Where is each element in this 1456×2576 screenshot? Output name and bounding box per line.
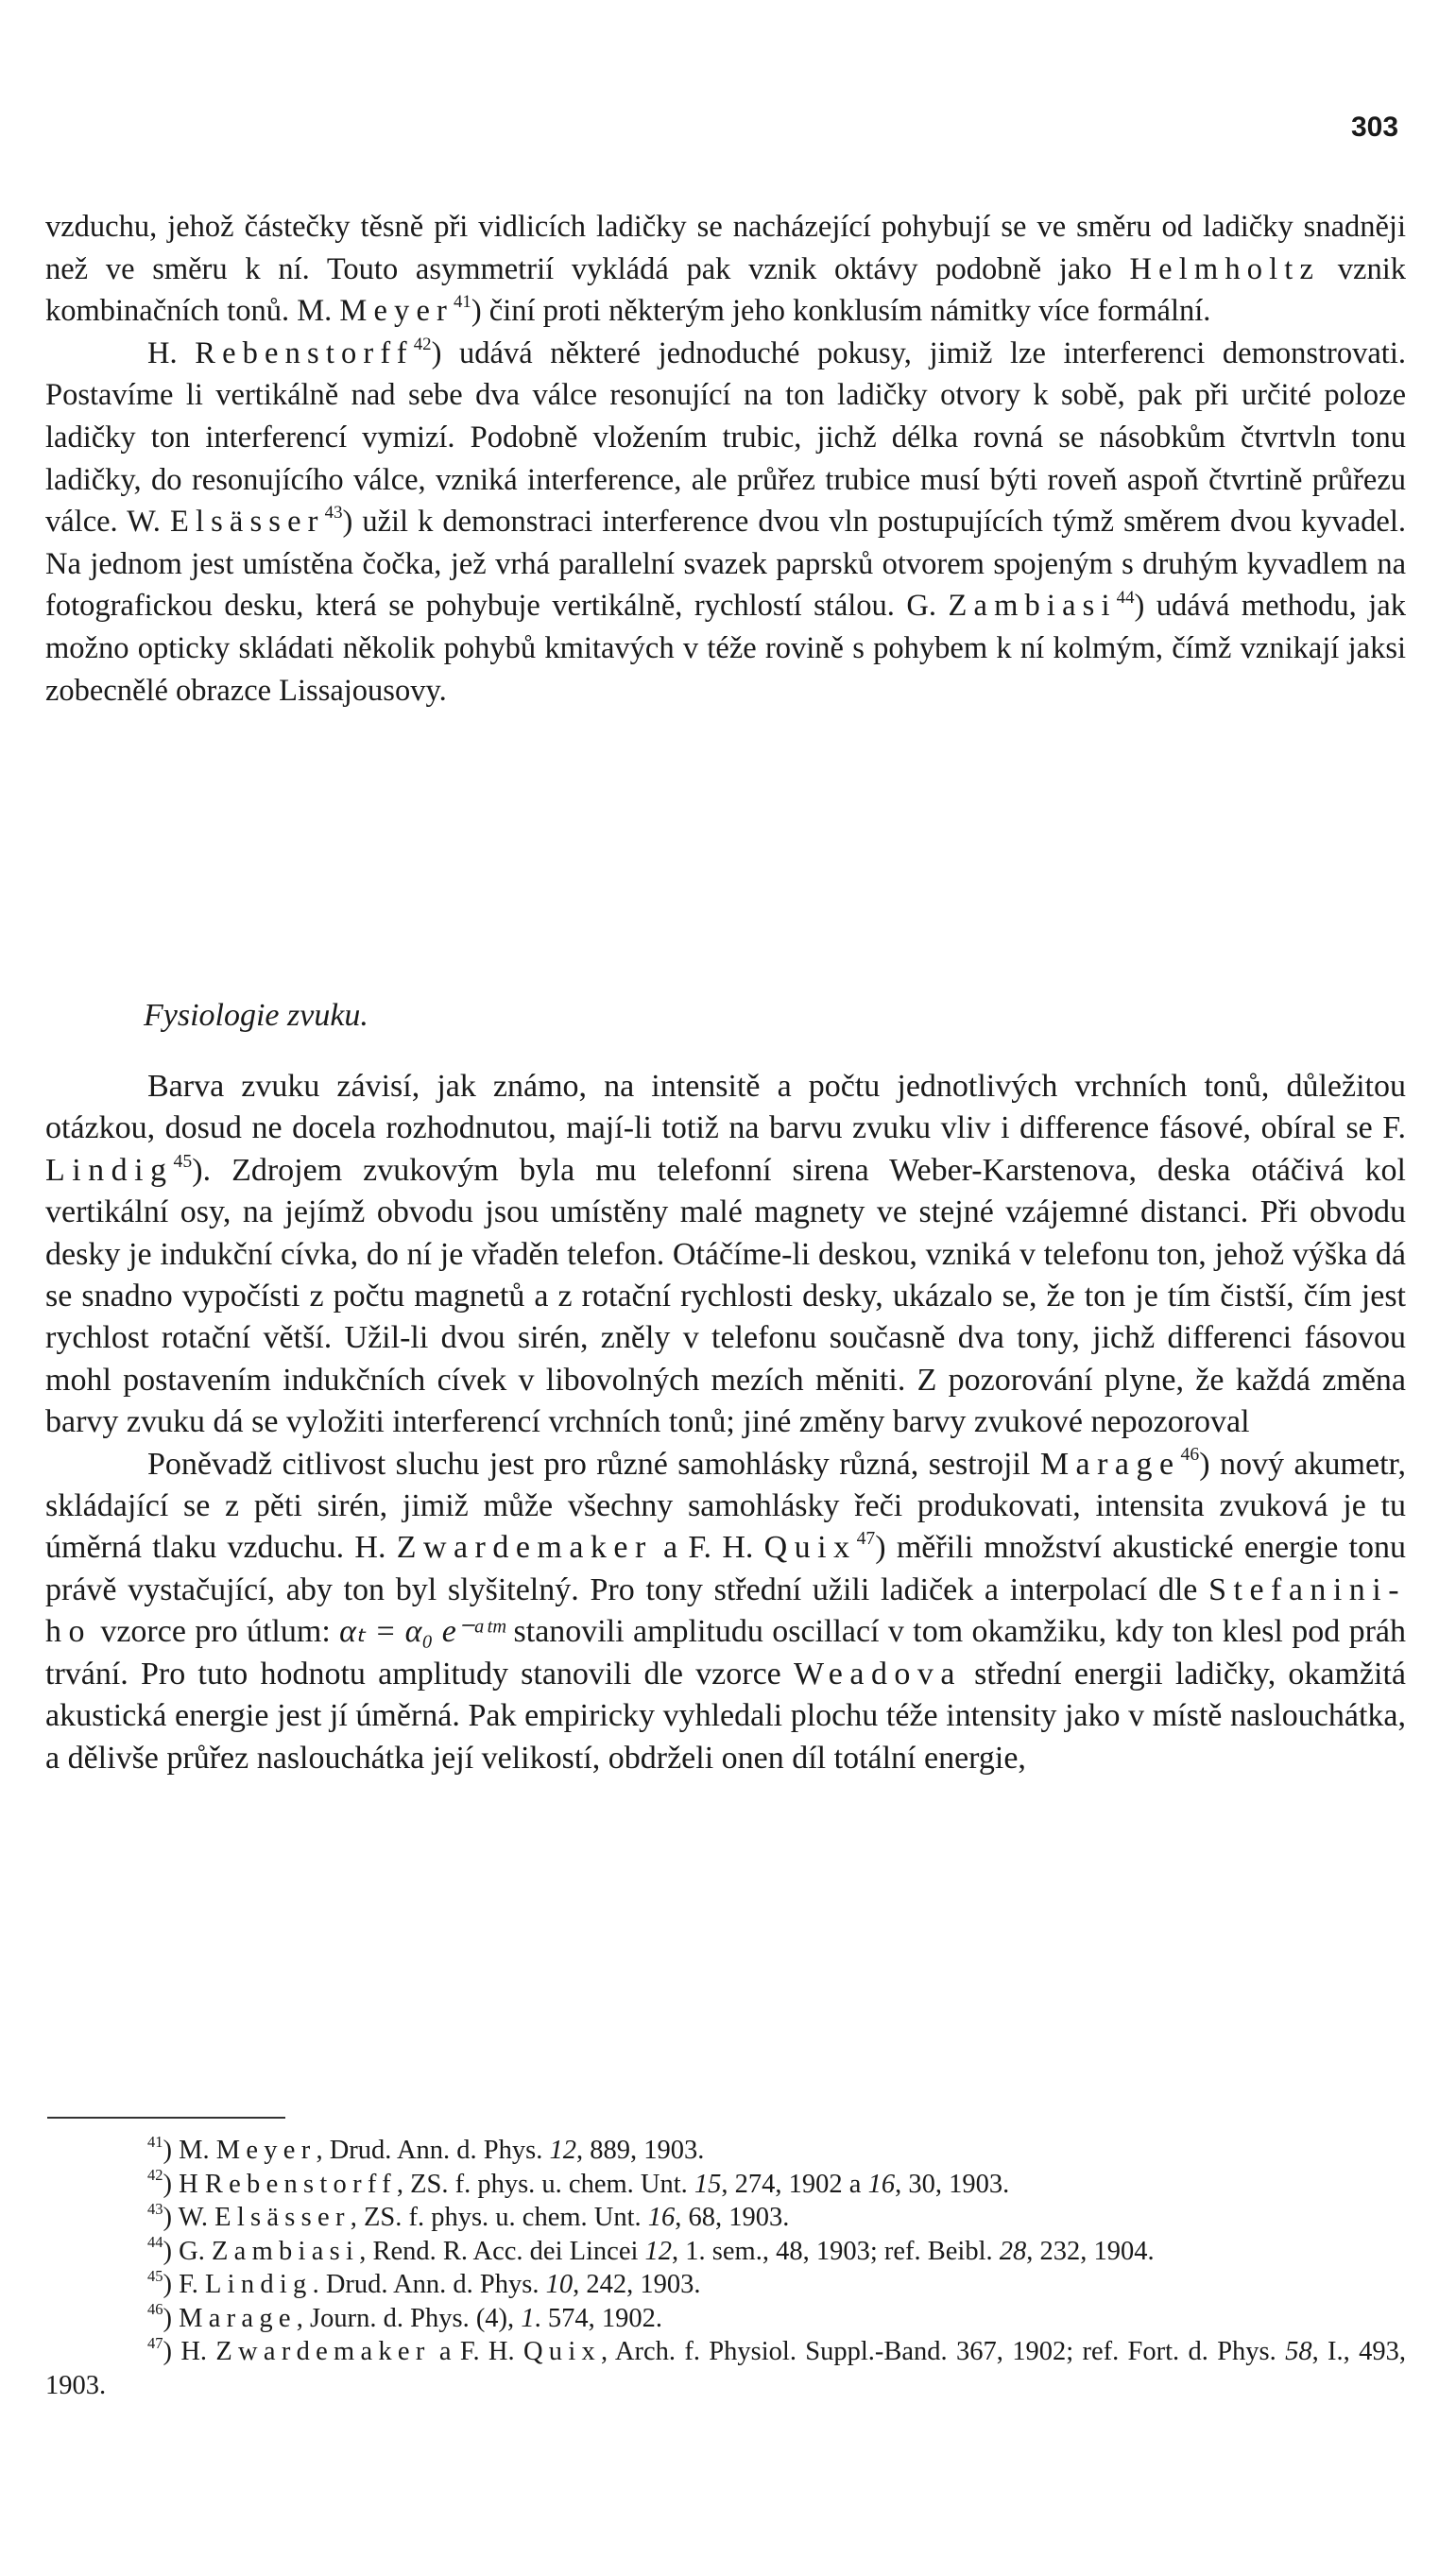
author-name: Marage bbox=[179, 2303, 297, 2333]
author-name: Zambiasi bbox=[211, 2236, 360, 2266]
text-run: ) udává některé jednoduché pokusy, jimiž lze interferenci demonstrovati. Postavíme li vertikálně nad sebe dva válce resonující na ton ladičky otvory k sobě, pak při určité poloze ladičky ton interferencí vymizí. Podobně vložením trubic, jichž délka rovná se násobkům čtvrtvln tonu ladičky, do resonujícího válce, vzniká interference, ale průřez trubice musí býti roveň aspoň čtvrtině průřezu válce. W. bbox=[45, 335, 1406, 540]
text-run: , 68, 1903. bbox=[675, 2203, 790, 2232]
footnote-ref: 47 bbox=[856, 1528, 876, 1550]
italic-text: 58 bbox=[1285, 2337, 1312, 2366]
text-run: ) bbox=[163, 2303, 180, 2333]
footnote-ref: 43 bbox=[324, 503, 343, 524]
paragraph bbox=[45, 1066, 1406, 1444]
author-name: Helmholtz bbox=[1129, 251, 1321, 286]
text-run: , 242, 1903. bbox=[573, 2270, 701, 2299]
footnotes bbox=[45, 2134, 1406, 2402]
italic-text: 1 bbox=[521, 2303, 535, 2333]
author-name: Rebenstorff bbox=[195, 335, 414, 370]
footnote-ref: 44 bbox=[1116, 587, 1135, 608]
body-text-section-2 bbox=[45, 1066, 1406, 1779]
text-run: ) udává methodu, jak možno opticky skládati několik pohybů kmitavých v téže rovině s pohybem k ní kolmým, čímž vznikají jaksi zobecnělé obrazce Lissajousovy. bbox=[45, 589, 1406, 708]
text-run: , 232, 1904. bbox=[1026, 2236, 1155, 2266]
footnote bbox=[45, 2168, 1406, 2202]
footnote bbox=[45, 2302, 1406, 2336]
footnote-divider bbox=[47, 2117, 285, 2119]
body-text-section-1 bbox=[45, 206, 1406, 712]
text-run: , Drud. Ann. d. Phys. bbox=[316, 2136, 550, 2165]
author-name: Elsässer bbox=[169, 505, 325, 540]
text-run: ) měřili množství akustické energie tonu právě vystačující, aby ton byl slyšitelný. Pro tony střední užili ladiček a interpolací dle bbox=[45, 1530, 1407, 1607]
text-run: střední energii ladičky, okamžitá akustická energie jest jí úměrná. Pak empiricky vyhledali plochu téže intensity jako v místě naslouchátka, a dělivše průřez naslouchátka její velikostí, obdrželi onen díl totální energie, bbox=[45, 1656, 1406, 1776]
paragraph bbox=[45, 333, 1406, 712]
formula: αₜ = α₀ e⁻ᵃᵗᵐ bbox=[339, 1614, 505, 1650]
footnote-ref: 41 bbox=[147, 2132, 163, 2151]
author-name: Lindig bbox=[45, 1152, 174, 1188]
text-run: ) F. bbox=[163, 2270, 205, 2299]
author-name: Rebenstorff bbox=[204, 2169, 397, 2199]
text-run: , Arch. f. Physiol. Suppl.-Band. 367, 1902; ref. Fort. d. Phys. bbox=[601, 2337, 1286, 2366]
text-run: ) užil k demonstraci interference dvou vln postupujících týmž směrem dvou kyvadel. Na jednom jest umístěna čočka, jež vrhá parallelní svazek paprsků otvorem spojeným s druhým kyvadlem na fotografickou desku, která se pohybuje vertikálně, rychlostí stálou. G. bbox=[45, 505, 1406, 624]
footnote-ref: 43 bbox=[147, 2199, 163, 2218]
text-run: , Journ. d. Phys. (4), bbox=[296, 2303, 522, 2333]
text-run: ) H bbox=[163, 2169, 205, 2199]
text-run: . Drud. Ann. d. Phys. bbox=[312, 2270, 546, 2299]
text-run: , ZS. f. phys. u. chem. Unt. bbox=[350, 2203, 648, 2232]
section-heading: Fysiologie zvuku. bbox=[144, 998, 368, 1033]
text-run: ) nový akumetr, skládající se z pěti sirén, jimiž může všechny samohlásky řeči produkovati, intensita zvuková je tu úměrná tlaku vzduchu. H. bbox=[45, 1446, 1406, 1566]
italic-text: 10 bbox=[545, 2270, 574, 2299]
italic-text: 12 bbox=[644, 2236, 673, 2266]
text-run: vzduchu, jehož částečky těsně při vidlicích ladičky se nacházející pohybují se ve směru od ladičky snadněji než ve směru k ní. Touto asymmetrií vykládá pak vznik oktávy podobně jako bbox=[45, 210, 1406, 286]
author-name: Lindig bbox=[204, 2270, 313, 2299]
text-run: vzorce pro útlum: bbox=[91, 1614, 340, 1650]
page-number: 303 bbox=[1351, 112, 1399, 143]
italic-text: 16 bbox=[867, 2169, 896, 2199]
author-name: Zwardemaker bbox=[396, 1530, 653, 1566]
paragraph bbox=[45, 206, 1406, 333]
text-run: a F. H. bbox=[430, 2337, 523, 2366]
paragraph bbox=[45, 1444, 1406, 1779]
text-run: stanovili amplitudu oscillací v tom okamžiku, kdy ton klesl pod práh trvání. Pro tuto hodnotu amplitudy stanovili dle vzorce bbox=[45, 1614, 1406, 1692]
footnote-ref: 45 bbox=[173, 1150, 193, 1172]
italic-text: 16 bbox=[647, 2203, 676, 2232]
author-name: Zambiasi bbox=[948, 589, 1117, 624]
author-name: Quix bbox=[763, 1530, 857, 1566]
footnote-ref: 42 bbox=[147, 2166, 163, 2185]
text-run: . 574, 1902. bbox=[534, 2303, 662, 2333]
text-run: ) M. bbox=[163, 2136, 216, 2165]
italic-text: 28 bbox=[999, 2236, 1027, 2266]
author-name: Marage bbox=[1039, 1446, 1181, 1482]
text-run: , 274, 1902 a bbox=[721, 2169, 868, 2199]
author-name: Quix bbox=[522, 2337, 602, 2366]
author-name: Weadova bbox=[793, 1656, 962, 1692]
footnote-ref: 46 bbox=[147, 2300, 163, 2319]
text-run: ) G. bbox=[163, 2236, 212, 2266]
text-run: Barva zvuku závisí, jak známo, na intensitě a počtu jednotlivých vrchních tonů, důležitou otázkou, dosud ne docela rozhodnutou, mají-li totiž na barvu zvuku vliv i difference fásové, obíral se F. bbox=[45, 1069, 1406, 1146]
footnote bbox=[45, 2201, 1406, 2235]
author-name: Stefanini-ho bbox=[45, 1571, 1406, 1650]
text-run: H. bbox=[147, 335, 196, 370]
footnote-ref: 45 bbox=[147, 2266, 163, 2285]
footnote bbox=[45, 2235, 1406, 2269]
text-run: , Rend. R. Acc. dei Lincei bbox=[359, 2236, 645, 2266]
text-run: , ZS. f. phys. u. chem. Unt. bbox=[396, 2169, 694, 2199]
text-run: Poněvadž citlivost sluchu jest pro různé samohlásky různá, sestrojil bbox=[147, 1446, 1040, 1482]
author-name: Meyer bbox=[215, 2136, 317, 2165]
italic-text: 12 bbox=[549, 2136, 576, 2165]
footnote-ref: 46 bbox=[1180, 1444, 1200, 1466]
footnote-ref: 41 bbox=[454, 292, 471, 313]
footnote bbox=[45, 2134, 1406, 2168]
text-run: , 889, 1903. bbox=[576, 2136, 705, 2165]
text-run: , I., 493, 1903. bbox=[45, 2337, 1406, 2400]
italic-text: 15 bbox=[694, 2169, 722, 2199]
footnote-ref: 42 bbox=[413, 335, 432, 355]
text-run: vznik kombinačních tonů. M. bbox=[45, 251, 1406, 329]
footnote-ref: 44 bbox=[147, 2233, 163, 2252]
footnote bbox=[45, 2268, 1406, 2302]
text-run: ). Zdrojem zvukovým byla mu telefonní sirena Weber-Karstenova, deska otáčivá kol vertikální osy, na jejímž obvodu jsou umístěny malé magnety ve stejné vzájemné distanci. Při obvodu desky je indukční cívka, do ní je vřaděn telefon. Otáčíme-li deskou, vzniká v telefonu ton, jehož výška dá se snadno vypočísti z počtu magnetů a z rotační rychlosti desky, ukázalo se, že ton je tím čistší, čím jest rychlost rotační větší. Užil-li dvou sirén, zněly v telefonu současně dva tony, jichž differenci fásovou mohl postavením indukčních cívek v libovolných mezích měniti. Z pozorování plyne, že každá změna barvy zvuku dá se vyložiti interferencí vrchních tonů; jiné změny barvy zvukové nepozoroval bbox=[45, 1152, 1406, 1440]
text-run: ) W. bbox=[163, 2203, 215, 2232]
footnote bbox=[45, 2335, 1406, 2402]
author-name: Meyer bbox=[339, 294, 454, 329]
text-run: ) činí proti některým jeho konklusím námitky více formální. bbox=[471, 294, 1211, 329]
text-run: a F. H. bbox=[652, 1530, 764, 1566]
text-run: , 30, 1903. bbox=[895, 2169, 1010, 2199]
text-run: ) H. bbox=[163, 2337, 216, 2366]
footnote-ref: 47 bbox=[147, 2333, 163, 2352]
author-name: Elsässer bbox=[214, 2203, 351, 2232]
author-name: Zwardemaker bbox=[215, 2337, 431, 2366]
text-run: , 1. sem., 48, 1903; ref. Beibl. bbox=[672, 2236, 1000, 2266]
